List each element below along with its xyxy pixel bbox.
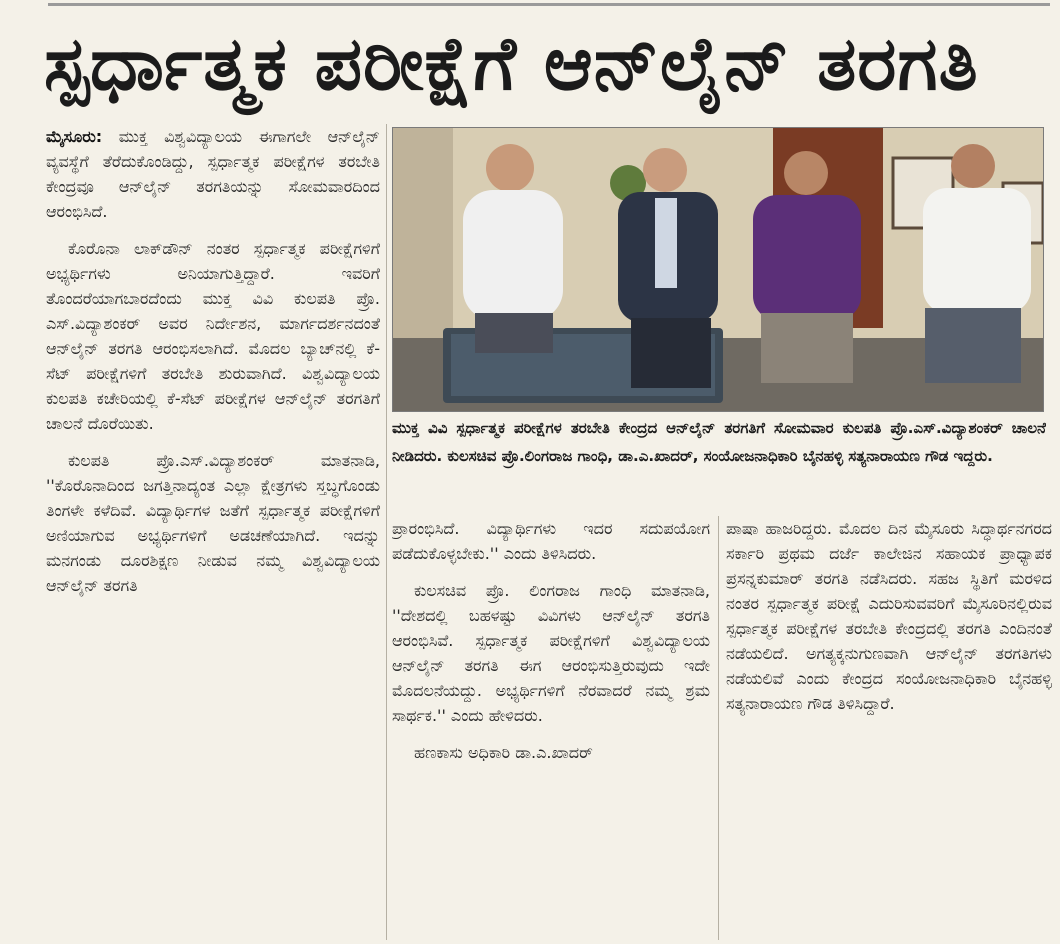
news-photo <box>392 127 1044 412</box>
paragraph: ಕುಲಪತಿ ಪ್ರೊ.ಎಸ್.ವಿದ್ಯಾಶಂಕರ್ ಮಾತನಾಡಿ, ''ಕೊರೊನಾದಿಂದ ಜಗತ್ತಿನಾದ್ಯಂತ ಎಲ್ಲಾ ಕ್ಷೇತ್ರಗಳು ಸ್ತಬ್ಧಗೊಂಡು ತಿಂಗಳೇ ಕಳೆದಿವೆ. ವಿದ್ಯಾರ್ಥಿಗಳ ಜತೆಗೆ ಸ್ಪರ್ಧಾತ್ಮಕ ಪರೀಕ್ಷೆಗಳಿಗೆ ಅಣಿಯಾಗುವ ಅಭ್ಯರ್ಥಿಗಳಿಗೆ ಅಡಚಣೆಯಾಗಿದೆ. ಇದನ್ನು ಮನಗಂಡು ದೂರಶಿಕ್ಷಣ ನೀಡುವ ನಮ್ಮ ವಿಶ್ವವಿದ್ಯಾಲಯ ಆನ್‌ಲೈನ್ ತರಗತಿ <box>46 451 380 595</box>
paragraph: ಕುಲಸಚಿವ ಪ್ರೊ. ಲಿಂಗರಾಜ ಗಾಂಧಿ ಮಾತನಾಡಿ, ''ದೇಶದಲ್ಲಿ ಬಹಳಷ್ಟು ವಿವಿಗಳು ಆನ್‌ಲೈನ್ ತರಗತಿ ಆರಂಭಿಸಿವೆ. ಸ್ಪರ್ಧಾತ್ಮಕ ಪರೀಕ್ಷೆಗಳಿಗೆ ವಿಶ್ವವಿದ್ಯಾಲಯ ಆನ್‌ಲೈನ್ ತರಗತಿ ಈಗ ಆರಂಭಿಸುತ್ತಿರುವುದು ಇದೇ ಮೊದಲನೆಯದ್ದು. ಅಭ್ಯರ್ಥಿಗಳಿಗೆ ನೆರವಾದರೆ ನಮ್ಮ ಶ್ರಮ ಸಾರ್ಥಕ.'' ಎಂದು ಹೇಳಿದರು. <box>392 581 710 725</box>
photo-illustration <box>393 128 1043 411</box>
article-column-1 <box>46 124 380 940</box>
paragraph-text: ಮುಕ್ತ ವಿಶ್ವವಿದ್ಯಾಲಯ ಈಗಾಗಲೇ ಆನ್‌ಲೈನ್ ವ್ಯವಸ್ಥೆಗೆ ತೆರೆದುಕೊಂಡಿದ್ದು, ಸ್ಪರ್ಧಾತ್ಮಕ ಪರೀಕ್ಷೆಗಳ ತರಬೇತಿ ಕೇಂದ್ರವೂ ಆನ್‌ಲೈನ್ ತರಗತಿಯನ್ನು ಸೋಮವಾರದಿಂದ ಆರಂಭಿಸಿದೆ. <box>46 127 380 221</box>
article-column-2 <box>392 516 710 940</box>
paragraph: ಪ್ರಾರಂಭಿಸಿದೆ. ವಿದ್ಯಾರ್ಥಿಗಳು ಇದರ ಸದುಪಯೋಗ ಪಡೆದುಕೊಳ್ಳಬೇಕು.'' ಎಂದು ತಿಳಿಸಿದರು. <box>392 519 710 563</box>
top-rule <box>48 3 1050 6</box>
headline: ಸ್ಪರ್ಧಾತ್ಮಕ ಪರೀಕ್ಷೆಗೆ ಆನ್‌ಲೈನ್ ತರಗತಿ <box>44 21 979 107</box>
dateline: ಮೈಸೂರು: <box>46 127 103 146</box>
paragraph: ಹಣಕಾಸು ಅಧಿಕಾರಿ ಡಾ.ಎ.ಖಾದರ್ <box>414 743 593 762</box>
article-column-3 <box>726 516 1052 940</box>
photo-caption: ಮುಕ್ತ ವಿವಿ ಸ್ಪರ್ಧಾತ್ಮಕ ಪರೀಕ್ಷೆಗಳ ತರಬೇತಿ ಕೇಂದ್ರದ ಆನ್‌ಲೈನ್ ತರಗತಿಗೆ ಸೋಮವಾರ ಕುಲಪತಿ ಪ್ರೊ.ಎಸ್.ವಿದ್ಯಾಶಂಕರ್ ಚಾಲನೆ ನೀಡಿದರು. ಕುಲಸಚಿವ ಪ್ರೊ.ಲಿಂಗರಾಜ ಗಾಂಧಿ, ಡಾ.ಎ.ಖಾದರ್, ಸಂಯೋಜನಾಧಿಕಾರಿ ಬೈನಹಳ್ಳಿ ಸತ್ಯನಾರಾಯಣ ಗೌಡ ಇದ್ದರು. <box>392 419 1046 465</box>
column-divider <box>386 124 387 940</box>
column-divider <box>718 516 719 940</box>
paragraph: ಪಾಷಾ ಹಾಜರಿದ್ದರು. ಮೊದಲ ದಿನ ಮೈಸೂರು ಸಿದ್ಧಾರ್ಥನಗರದ ಸರ್ಕಾರಿ ಪ್ರಥಮ ದರ್ಜೆ ಕಾಲೇಜಿನ ಸಹಾಯಕ ಪ್ರಾಧ್ಯಾಪಕ ಪ್ರಸನ್ನಕುಮಾರ್ ತರಗತಿ ನಡೆಸಿದರು. ಸಹಜ ಸ್ಥಿತಿಗೆ ಮರಳಿದ ನಂತರ ಸ್ಪರ್ಧಾತ್ಮಕ ಪರೀಕ್ಷೆ ಎದುರಿಸುವವರಿಗೆ ಮೈಸೂರಿನಲ್ಲಿರುವ ಸ್ಪರ್ಧಾತ್ಮಕ ಪರೀಕ್ಷೆಗಳ ತರಬೇತಿ ಕೇಂದ್ರದಲ್ಲಿ ತರಗತಿ ಎಂದಿನಂತೆ ನಡೆಯಲಿದೆ. ಅಗತ್ಯಕ್ಕನುಗುಣವಾಗಿ ಆನ್‌ಲೈನ್ ತರಗತಿಗಳು ನಡೆಯಲಿವೆ ಎಂದು ಕೇಂದ್ರದ ಸಂಯೋಜನಾಧಿಕಾರಿ ಬೈನಹಳ್ಳಿ ಸತ್ಯನಾರಾಯಣ ಗೌಡ ತಿಳಿಸಿದ್ದಾರೆ. <box>726 519 1052 713</box>
paragraph: ಕೊರೊನಾ ಲಾಕ್‌ಡೌನ್ ನಂತರ ಸ್ಪರ್ಧಾತ್ಮಕ ಪರೀಕ್ಷೆಗಳಿಗೆ ಅಭ್ಯರ್ಥಿಗಳು ಅನಿಯಾಗುತ್ತಿದ್ದಾರೆ. ಇವರಿಗೆ ತೊಂದರೆಯಾಗಬಾರದೆಂದು ಮುಕ್ತ ವಿವಿ ಕುಲಪತಿ ಪ್ರೊ. ಎಸ್.ವಿದ್ಯಾಶಂಕರ್ ಅವರ ನಿರ್ದೇಶನ, ಮಾರ್ಗದರ್ಶನದಂತೆ ಆನ್‌ಲೈನ್ ತರಗತಿ ಆರಂಭಿಸಲಾಗಿದೆ. ಮೊದಲ ಬ್ಯಾಚ್‌ನಲ್ಲಿ ಕೆ-ಸೆಟ್ ಪರೀಕ್ಷೆಗಳಿಗೆ ತರಬೇತಿ ಶುರುವಾಗಿದೆ. ವಿಶ್ವವಿದ್ಯಾಲಯ ಕುಲಪತಿ ಕಚೇರಿಯಲ್ಲಿ ಕೆ-ಸೆಟ್ ಪರೀಕ್ಷೆಗಳ ಆನ್‌ಲೈನ್ ತರಗತಿಗೆ ಚಾಲನೆ ದೊರೆಯಿತು. <box>46 239 380 433</box>
paragraph <box>46 124 380 224</box>
